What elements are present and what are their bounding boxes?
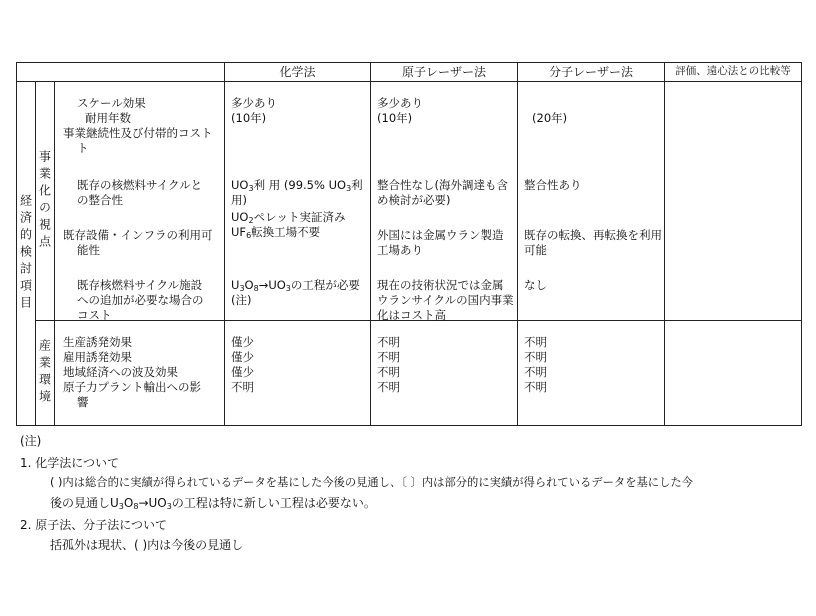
label-continuity-cont: ト	[77, 141, 89, 155]
note-2-line-1: 括孤外は現状、( )内は今後の見通し	[50, 538, 244, 552]
atomic-infrastructure-cont: 工場あり	[377, 243, 424, 257]
molecular-life: (20年)	[532, 111, 568, 125]
label-infrastructure-cont: 能性	[77, 243, 100, 257]
industry-evaluation-cell	[665, 321, 802, 426]
atomic-life: (10年)	[377, 111, 413, 125]
atomic-employment: 不明	[377, 350, 401, 364]
atomic-cost-2: ウランサイクルの国内事業	[377, 293, 514, 307]
chem-employment: 僅少	[231, 350, 255, 364]
atomic-fuel-cycle: 整合性なし(海外調達も含	[377, 178, 509, 192]
comparison-table	[16, 62, 802, 426]
outer-group-label: 経済的検討項目	[18, 194, 33, 313]
label-export-cont: 響	[77, 395, 89, 409]
atomic-production: 不明	[377, 335, 401, 349]
notes-head: (注)	[20, 434, 42, 448]
business-row	[17, 82, 802, 321]
molecular-export: 不明	[524, 380, 548, 394]
note-1-line-1: ( )内は総合的に実績が得られているデータを基にした今後の見通し、〔 〕内は部分的に実績が得られているデータを基にした今	[50, 476, 693, 489]
label-employment: 雇用誘発効果	[63, 350, 132, 364]
header-molecular-laser: 分子レーザー法	[518, 63, 665, 82]
label-additional-cost-2: への追加が必要な場合の	[77, 293, 204, 307]
label-regional: 地域経済への波及効果	[63, 365, 178, 379]
molecular-employment: 不明	[524, 350, 548, 364]
note-1-line-2: 後の見通し$U_3O_8\to UO_3$の工程は特に新しい工程は必要ない。	[50, 496, 376, 511]
chem-u3o8-process: $U_3O_8\to UO_3$の工程が必要	[231, 278, 360, 293]
chem-export: 不明	[231, 380, 255, 394]
molecular-infrastructure: 既存の転換、再転換を利用	[524, 228, 663, 242]
label-additional-cost: 既存核燃料サイクル施設	[77, 278, 203, 292]
business-group-label: 事業化の視点	[37, 150, 52, 252]
header-chemical: 化学法	[225, 63, 371, 82]
industry-labels-cell	[55, 321, 225, 426]
industry-atomic-cell	[371, 321, 518, 426]
label-fuel-cycle-cont: の整合性	[77, 193, 123, 207]
industry-group-label: 産業環境	[37, 339, 52, 407]
header-blank	[17, 63, 225, 82]
label-continuity: 事業継続性及び付帯的コスト	[63, 126, 213, 140]
label-infrastructure: 既存設備・インフラの利用可	[63, 228, 213, 242]
label-production: 生産誘発効果	[63, 335, 132, 349]
atomic-scale: 多少あり	[377, 96, 424, 110]
molecular-fuel-cycle: 整合性あり	[524, 178, 582, 192]
chem-uf6: $UF_6$転換工場不要	[231, 225, 321, 240]
industry-row	[17, 321, 802, 426]
chem-life: (10年)	[231, 111, 267, 125]
business-chemical-cell	[225, 82, 371, 321]
chem-uo2-pellet: $UO_2$ペレット実証済み	[231, 210, 346, 225]
chem-scale: 多少あり	[231, 96, 278, 110]
atomic-fuel-cycle-cont: め検討が必要)	[377, 193, 451, 207]
molecular-infrastructure-cont: 可能	[524, 243, 548, 257]
atomic-cost-3: 化はコスト高	[377, 308, 447, 322]
business-atomic-cell	[371, 82, 518, 321]
label-fuel-cycle: 既存の核燃料サイクルと	[77, 178, 203, 192]
atomic-infrastructure: 外国には金属ウラン製造	[377, 228, 504, 242]
header-evaluation: 評価、遠心法との比較等	[665, 63, 802, 82]
industry-chemical-cell	[225, 321, 371, 426]
chem-uo3-use: $UO_3$利 用 (99.5% $UO_3$利	[231, 178, 363, 193]
molecular-production: 不明	[524, 335, 548, 349]
atomic-export: 不明	[377, 380, 401, 394]
chem-note-ref: (注)	[231, 293, 252, 307]
chem-uo3-use-cont: 用)	[231, 193, 248, 207]
header-atomic-laser: 原子レーザー法	[371, 63, 518, 82]
business-labels-cell	[55, 82, 225, 321]
atomic-regional: 不明	[377, 365, 401, 379]
industry-group-cell	[36, 321, 55, 426]
chem-production: 僅少	[231, 335, 255, 349]
molecular-cost: なし	[524, 278, 548, 292]
molecular-regional: 不明	[524, 365, 548, 379]
label-additional-cost-3: コスト	[77, 308, 112, 322]
industry-molecular-cell	[518, 321, 665, 426]
header-row	[17, 63, 802, 82]
outer-group-cell	[17, 82, 36, 426]
note-2-title: 2. 原子法、分子法について	[20, 518, 168, 532]
label-export: 原子力プラント輸出への影	[63, 380, 201, 394]
note-1-title: 1. 化学法について	[20, 456, 120, 470]
chem-regional: 僅少	[231, 365, 255, 379]
label-service-life: 耐用年数	[85, 111, 131, 125]
business-molecular-cell	[518, 82, 665, 321]
business-evaluation-cell	[665, 82, 802, 321]
atomic-cost: 現在の技術状況では金属	[377, 278, 504, 292]
label-scale-effect: スケール効果	[77, 96, 146, 110]
business-group-cell	[36, 82, 55, 321]
